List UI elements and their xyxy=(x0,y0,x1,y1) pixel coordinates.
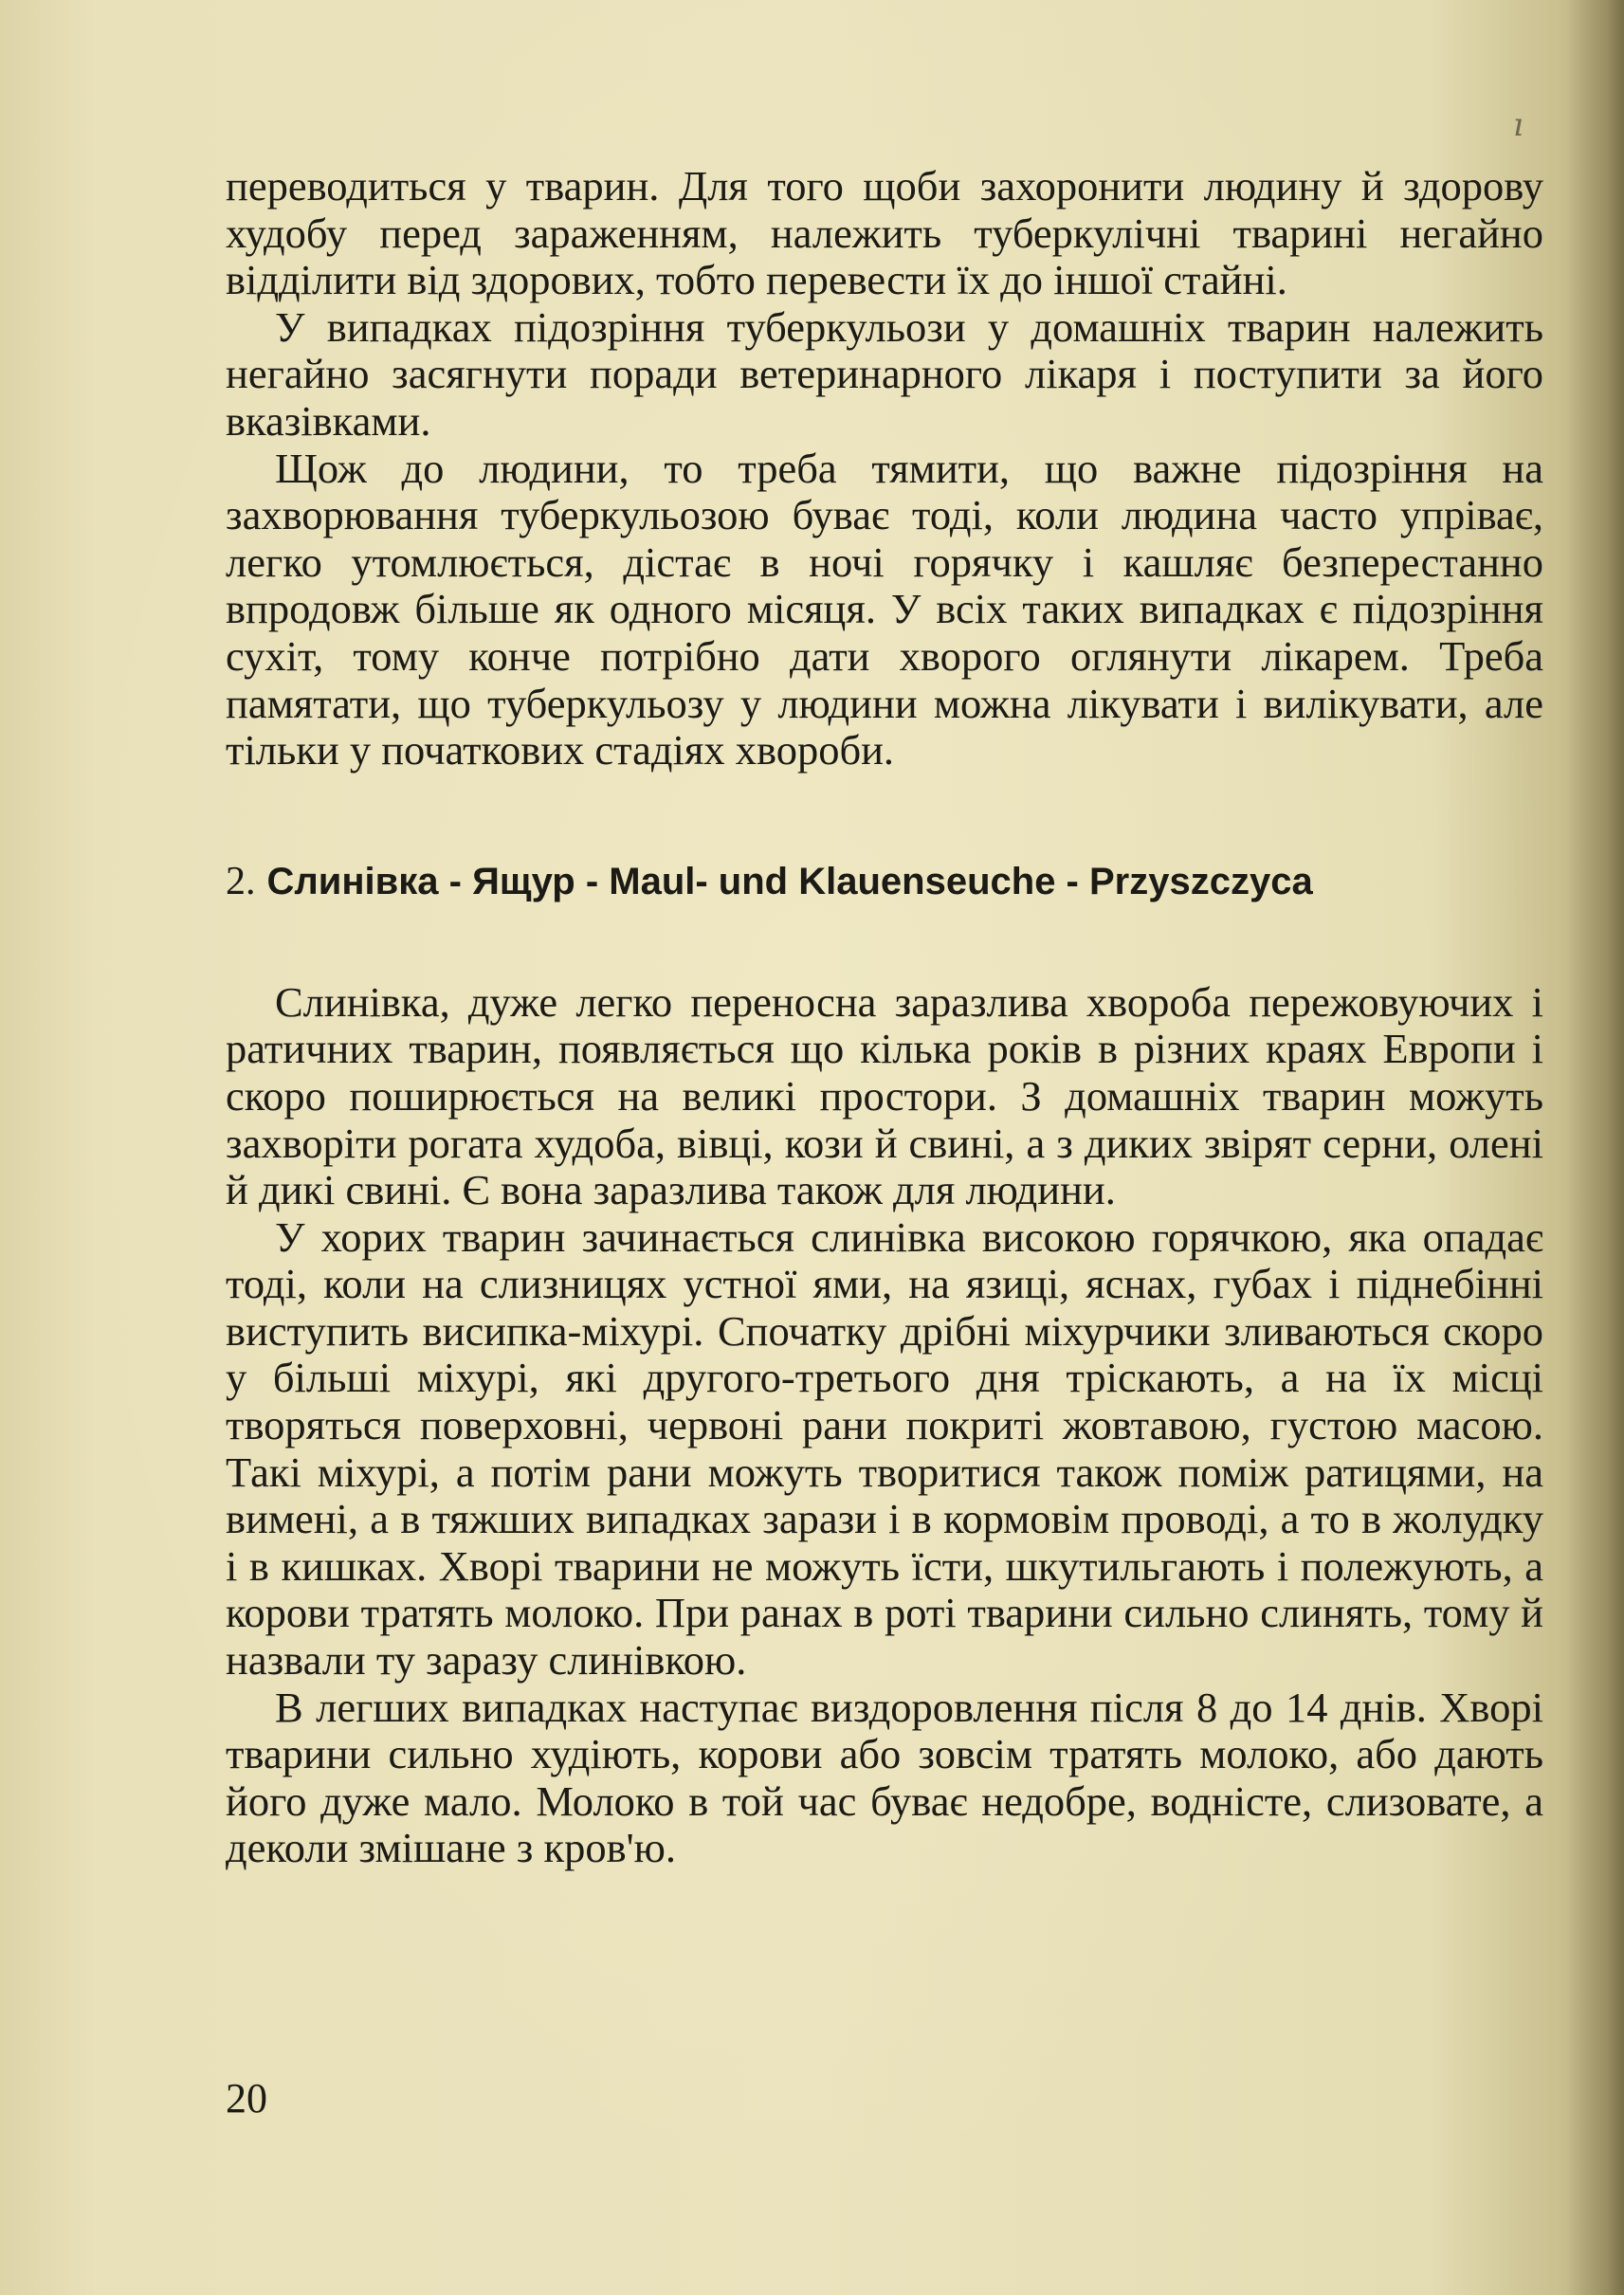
spine-shadow xyxy=(1567,0,1624,2295)
section-title: Слинівка - Ящур - Maul- und Klauenseuche - Przyszczyca xyxy=(266,860,1313,902)
page-body xyxy=(226,163,1543,1872)
paragraph: У випадках підозріння туберкульози у домашніх тварин належить негайно засягнути поради ветеринарного лікаря і поступити за його вказівками. xyxy=(226,302,1543,445)
corner-mark: ı xyxy=(1513,106,1524,144)
paragraph: У хорих тварин зачинається слинівка високою горячкою, яка опадає тоді, коли на слизницях устної ями, на язиці, яснах, губах і піднебінні виступить висипка-міхурі. Спочатку дрібні міхурчики зливаються скоро у більші міхурі, які другого-третього дня тріскають, а на їх місці творяться поверховні, червоні рани покриті жовтавою, густою масою. Такі міхурі, а потім рани можуть творитися також поміж ратицями, на вимені, а в тяжших випадках зарази і в кормовім проводі, а то в жолудку і в кишках. Хворі тварини не можуть їсти, шкутильгають і полежують, а корови тратять молоко. При ранах в роті тварини сильно слинять, тому й назвали ту заразу слинівкою. xyxy=(226,1212,1543,1685)
paragraph: Щож до людини, то треба тямити, що важне підозріння на захворювання туберкульозою буває тоді, коли людина часто упріває, легко утомлюється, дістає в ночі горячку і кашляє безперестанно впродовж більше як одного місяця. У всіх таких випадках є підозріння сухіт, тому конче потрібно дати хворого оглянути лікарем. Треба памятати, що туберкульозу у людини можна лікувати і вилікувати, але тільки у початкових стадіях хвороби. xyxy=(226,444,1543,774)
paragraph: Слинівка, дуже легко переносна заразлива хвороба пережовуючих і ратичних тварин, появляється що кілька років в різних краях Европи і скоро поширюється на великі простори. З домашніх тварин можуть захворіти рогата худоба, вівці, кози й свині, а з диких звірят серни, олені й дикі свині. Є вона заразлива також для людини. xyxy=(226,977,1543,1214)
page-number: 20 xyxy=(226,2075,267,2122)
paragraph: В легших випадках наступає виздоровлення після 8 до 14 днів. Хворі тварини сильно худіють, корови або зовсім тратять молоко, або дають його дуже мало. Молоко в той час буває недобре, водністе, слизовате, а деколи змішане з кров'ю. xyxy=(226,1683,1543,1872)
section-number: 2. xyxy=(226,859,256,903)
paragraph: переводиться у тварин. Для того щоби захоронити людину й здорову худобу перед зараженням, належить туберкулічні тварині негайно відділити від здорових, тобто перевести їх до іншої стайні. xyxy=(226,162,1543,304)
section-heading xyxy=(226,858,1543,905)
